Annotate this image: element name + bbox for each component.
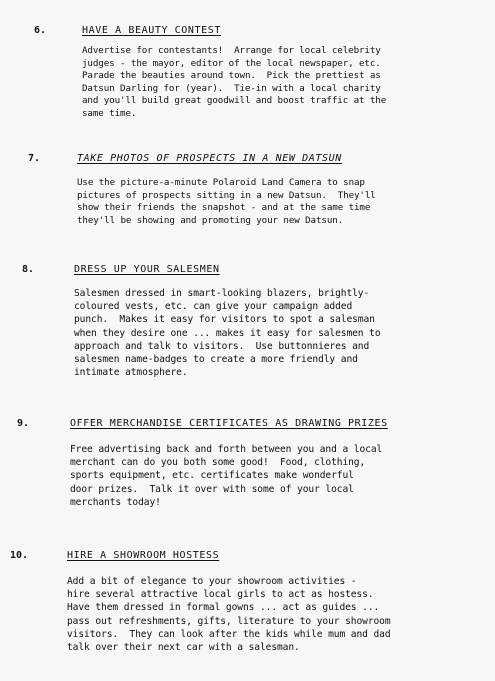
item-body: Advertise for contestants! Arrange for local celebrity judges - the mayor, editor of the local newspaper, etc. Parade the beauties around town. Pick the prettiest as Datsun Darling for (year). Tie-in with a local charity and you'll build great goodwill and boost traffic at the same time. [82,45,387,119]
item-heading: OFFER MERCHANDISE CERTIFICATES AS DRAWING PRIZES [70,418,388,429]
item-heading: TAKE PHOTOS OF PROSPECTS IN A NEW DATSUN [77,153,342,164]
item-number: 8. [22,264,35,275]
item-heading: DRESS UP YOUR SALESMEN [74,264,220,275]
item-heading: HAVE A BEAUTY CONTEST [82,25,222,36]
item-body: Use the picture-a-minute Polaroid Land Camera to snap pictures of prospects sitting in a new Datsun. They'll show their friends the snapshot - and at the same time they'll be showing and promoting your new Datsun. [77,177,376,226]
item-body: Free advertising back and forth between you and a local merchant can do you both some good! Food, clothing, sports equipment, etc. certificates make wonderful door prizes. Talk it over with some of your local merchants today! [70,444,383,508]
item-number: 6. [34,25,47,36]
item-number: 7. [28,153,41,164]
item-body: Salesmen dressed in smart-looking blazers, brightly- coloured vests, etc. can give your campaign added punch. Makes it easy for visitors to spot a salesman when they desire one ... makes it easy for salesmen to approach and talk to visitors. Use buttonnieres and salesmen name-badges to create a more friendly and intimate atmosphere. [74,288,381,379]
item-heading: HIRE A SHOWROOM HOSTESS [67,550,220,561]
item-number: 10. [10,550,29,561]
item-number: 9. [17,418,30,429]
item-body: Add a bit of elegance to your showroom activities - hire several attractive local girls to act as hostess. Have them dressed in formal gowns ... act as guides ... pass out refreshments, gifts, literature to your showroom visitors. They can look after the kids while mum and dad talk over their next car with a salesman. [67,576,391,654]
